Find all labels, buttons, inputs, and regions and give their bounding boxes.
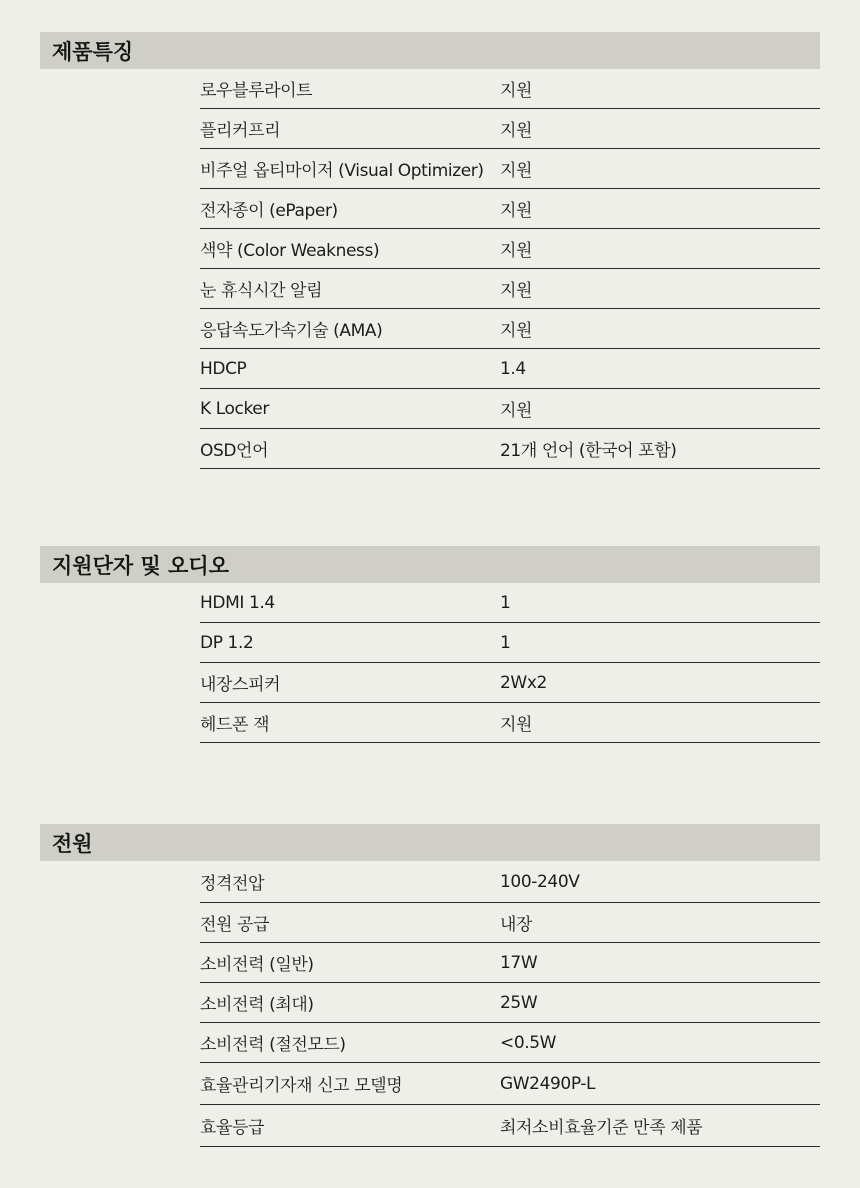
spec-value: 1 — [500, 592, 511, 613]
section-title: 전원 — [40, 824, 820, 861]
spec-value: 100-240V — [500, 871, 580, 892]
section-power — [40, 824, 820, 1147]
spec-value: <0.5W — [500, 1032, 557, 1053]
spec-row — [200, 269, 820, 309]
spec-label: K Locker — [200, 398, 269, 419]
spec-table — [200, 69, 820, 469]
spec-row — [200, 189, 820, 229]
section-ports-audio — [40, 546, 820, 743]
spec-value: 지원 — [500, 321, 533, 341]
spec-value: 지원 — [500, 241, 533, 261]
spec-label: DP 1.2 — [200, 632, 254, 653]
spec-row — [200, 309, 820, 349]
spec-table — [200, 861, 820, 1147]
spec-label: 색약 (Color Weakness) — [200, 241, 380, 261]
spec-value: 지원 — [500, 281, 533, 301]
spec-value: 1.4 — [500, 358, 526, 379]
spec-row — [200, 861, 820, 903]
spec-label: 로우블루라이트 — [200, 81, 313, 101]
spec-row — [200, 429, 820, 469]
spec-label: 소비전력 (절전모드) — [200, 1035, 346, 1055]
spec-row — [200, 943, 820, 983]
spec-label: 비주얼 옵티마이저 (Visual Optimizer) — [200, 161, 484, 181]
spec-row — [200, 389, 820, 429]
spec-value: 1 — [500, 632, 511, 653]
spec-label: 소비전력 (최대) — [200, 995, 314, 1015]
section-title: 지원단자 및 오디오 — [40, 546, 820, 583]
spec-row — [200, 703, 820, 743]
spec-label: HDCP — [200, 358, 247, 379]
spec-row — [200, 903, 820, 943]
spec-row — [200, 69, 820, 109]
spec-value: GW2490P-L — [500, 1073, 596, 1094]
spec-row — [200, 583, 820, 623]
spec-row — [200, 109, 820, 149]
spec-label: HDMI 1.4 — [200, 592, 275, 613]
spec-row — [200, 1063, 820, 1105]
spec-label: 눈 휴식시간 알림 — [200, 281, 323, 301]
spec-row — [200, 663, 820, 703]
spec-value: 17W — [500, 952, 538, 973]
spec-row — [200, 349, 820, 389]
section-title: 제품특징 — [40, 32, 820, 69]
spec-label: 내장스피커 — [200, 675, 281, 695]
spec-value: 25W — [500, 992, 538, 1013]
spec-label: OSD언어 — [200, 441, 269, 461]
spec-label: 헤드폰 잭 — [200, 715, 270, 735]
spec-row — [200, 1023, 820, 1063]
spec-value: 지원 — [500, 715, 533, 735]
spec-row — [200, 1105, 820, 1147]
spec-value: 지원 — [500, 161, 533, 181]
spec-label: 전원 공급 — [200, 915, 270, 935]
spec-value: 2Wx2 — [500, 672, 547, 693]
spec-table — [200, 583, 820, 743]
spec-value: 지원 — [500, 201, 533, 221]
spec-value: 지원 — [500, 81, 533, 101]
spec-row — [200, 623, 820, 663]
spec-row — [200, 983, 820, 1023]
spec-label: 플리커프리 — [200, 121, 281, 141]
spec-value: 최저소비효율기준 만족 제품 — [500, 1118, 703, 1138]
spec-value: 지원 — [500, 121, 533, 141]
section-features — [40, 32, 820, 469]
spec-row — [200, 149, 820, 189]
spec-value: 내장 — [500, 915, 533, 935]
spec-value: 21개 언어 (한국어 포함) — [500, 441, 677, 461]
spec-label: 전자종이 (ePaper) — [200, 201, 338, 221]
spec-label: 효율등급 — [200, 1118, 265, 1138]
spec-row — [200, 229, 820, 269]
spec-value: 지원 — [500, 401, 533, 421]
spec-label: 정격전압 — [200, 874, 265, 894]
spec-label: 효율관리기자재 신고 모델명 — [200, 1076, 403, 1096]
spec-label: 소비전력 (일반) — [200, 955, 314, 975]
spec-label: 응답속도가속기술 (AMA) — [200, 321, 383, 341]
